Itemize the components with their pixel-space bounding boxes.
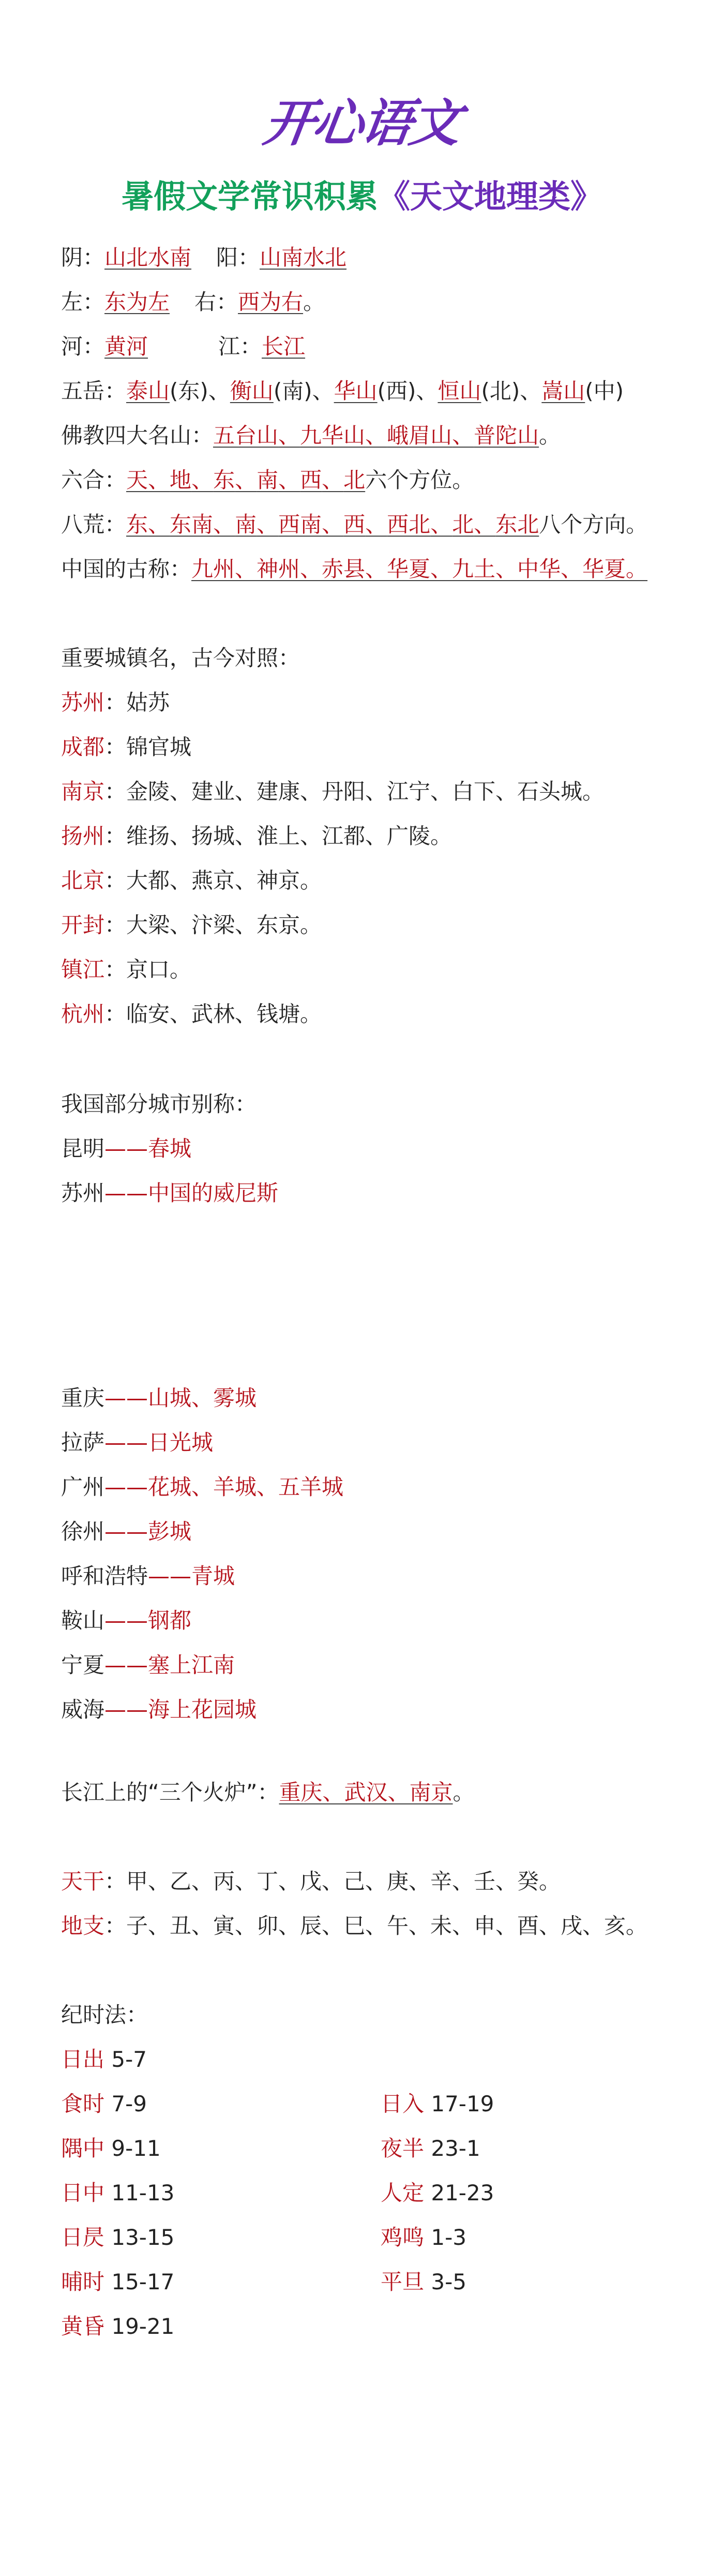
city-name: 广州 (61, 1474, 105, 1500)
jiang-value: 长江 (262, 334, 306, 359)
wuyue-line (61, 377, 624, 406)
city-name: 开封 (61, 912, 105, 938)
time-period-name: 食时 (61, 2091, 105, 2116)
dash: —— (104, 1180, 148, 1206)
title-main: 暑假文学常识积累 (121, 177, 378, 215)
nickname-row (61, 1562, 235, 1591)
furnaces-line (61, 1778, 475, 1807)
you-end: 。 (303, 289, 325, 315)
bahuang-label: 八荒： (61, 512, 127, 537)
city-alias: 中国的威尼斯 (148, 1180, 279, 1206)
direction-item: 西 (300, 467, 322, 493)
zuo-label: 左： (61, 289, 105, 315)
time-period-name: 人定 (381, 2180, 425, 2205)
time-period-row (381, 2223, 466, 2252)
fojiao-line (61, 421, 561, 450)
city-name: 重庆 (61, 1385, 105, 1411)
city-row (61, 733, 191, 762)
china-names-label: 中国的古称： (61, 556, 192, 582)
dash: —— (104, 1474, 148, 1500)
mountain-direction: (中) (585, 378, 624, 404)
city-alias: 日光城 (148, 1430, 214, 1455)
fojiao-label: 佛教四大名山： (61, 423, 214, 448)
mountain-name: 恒山 (438, 378, 481, 404)
zuo-value: 东为左 (104, 289, 170, 315)
dash: —— (104, 1385, 148, 1411)
separator: 、 (474, 512, 496, 537)
time-period-name: 黄昏 (61, 2314, 105, 2339)
time-period-name: 日中 (61, 2180, 105, 2205)
left-right-line (61, 288, 325, 317)
city-alias: 春城 (148, 1136, 192, 1161)
separator: 、 (365, 512, 387, 537)
direction-item: 北 (343, 467, 366, 493)
separator: 、 (257, 512, 279, 537)
time-period-row (381, 2179, 494, 2208)
dash: —— (104, 1697, 148, 1722)
dash: —— (104, 1652, 148, 1678)
time-period-name: 晡时 (61, 2269, 105, 2294)
direction-item: 天 (126, 467, 148, 493)
nickname-row (61, 1651, 235, 1680)
time-period-row (381, 2268, 466, 2297)
time-period-row (61, 2312, 174, 2341)
bahuang-items (126, 512, 539, 537)
you-value: 西为右 (238, 289, 304, 315)
city-name: 拉萨 (61, 1430, 105, 1455)
time-period-name: 日入 (381, 2091, 425, 2116)
dizhi-line (61, 1912, 647, 1941)
dash: —— (104, 1430, 148, 1455)
yin-label: 阴： (61, 245, 105, 270)
site-logo-banner: 开心语文 (260, 94, 463, 153)
dash: —— (148, 1563, 192, 1589)
dizhi-label: 地支 (61, 1913, 105, 1938)
timekeeping-heading: 纪时法： (61, 2002, 148, 2027)
nickname-row (61, 1517, 191, 1546)
direction-item: 北 (452, 512, 474, 537)
mountain-name: 普陀山 (474, 423, 539, 448)
bahuang-end: 八个方向。 (539, 512, 648, 537)
separator: 、 (416, 378, 438, 404)
direction-item: 东 (126, 512, 148, 537)
direction-item: 地 (170, 467, 192, 493)
separator: 、 (191, 467, 214, 493)
tiangan-label: 天干 (61, 1869, 105, 1894)
mountain-name: 九华山 (300, 423, 366, 448)
city-row (61, 822, 452, 851)
separator: 、 (235, 467, 257, 493)
nickname-row (61, 1179, 278, 1208)
yin-yang-line (61, 243, 346, 272)
fojiao-end: 。 (539, 423, 561, 448)
city-alias: 彭城 (148, 1519, 192, 1544)
city-alias: 青城 (191, 1563, 235, 1589)
time-range: 15-17 (104, 2269, 175, 2294)
separator: 、 (278, 467, 300, 493)
separator: 、 (452, 423, 474, 448)
nickname-row (61, 1384, 257, 1413)
time-period-row (381, 2134, 480, 2163)
mountain-name: 五台山 (213, 423, 279, 448)
city-row (61, 1000, 322, 1029)
mountain-direction: (东) (170, 378, 208, 404)
city-old-names: ：维扬、扬城、淮上、江都、广陵。 (104, 823, 452, 849)
city-row (61, 866, 322, 895)
city-name: 昆明 (61, 1136, 105, 1161)
separator: 、 (148, 512, 170, 537)
mountain-direction: (西) (377, 378, 416, 404)
time-period-name: 鸡鸣 (381, 2225, 425, 2250)
city-name: 北京 (61, 868, 105, 893)
cities-heading: 重要城镇名，古今对照： (61, 645, 300, 671)
mountain-name: 泰山 (126, 378, 170, 404)
dash: —— (104, 1519, 148, 1544)
city-old-names: ：金陵、建业、建康、丹阳、江宁、白下、石头城。 (104, 779, 605, 804)
wuyue-items (126, 378, 624, 404)
liuhe-line (61, 466, 474, 495)
direction-item: 南 (235, 512, 257, 537)
city-name: 鞍山 (61, 1608, 105, 1633)
yin-value: 山北水南 (104, 245, 192, 270)
tiangan-line (61, 1867, 561, 1896)
city-name: 杭州 (61, 1001, 105, 1027)
liuhe-end: 六个方位。 (365, 467, 474, 493)
he-value: 黄河 (104, 334, 148, 359)
time-period-row (61, 2090, 147, 2119)
city-old-names: ：临安、武林、钱塘。 (104, 1001, 322, 1027)
city-alias: 塞上江南 (148, 1652, 235, 1678)
city-alias: 钢都 (148, 1608, 192, 1633)
yang-label: 阳： (216, 245, 260, 270)
separator: 、 (322, 467, 344, 493)
jiang-label: 江： (218, 334, 262, 359)
mountain-name: 峨眉山 (387, 423, 452, 448)
time-period-row (61, 2268, 174, 2297)
separator: 、 (213, 512, 235, 537)
time-period-row (381, 2090, 494, 2119)
dizhi-value: ：子、丑、寅、卯、辰、巳、午、未、申、酉、戌、亥。 (104, 1913, 648, 1938)
separator: 、 (208, 378, 230, 404)
time-range: 3-5 (424, 2269, 466, 2294)
time-range: 7-9 (104, 2091, 147, 2116)
direction-item: 南 (257, 467, 279, 493)
city-name: 成都 (61, 734, 105, 760)
city-name: 苏州 (61, 690, 105, 715)
mountain-name: 衡山 (230, 378, 274, 404)
furnaces-label: 长江上的“三个火炉”： (61, 1780, 279, 1805)
city-old-names: ：大都、燕京、神京。 (104, 868, 322, 893)
separator: 、 (365, 423, 387, 448)
separator: 、 (312, 378, 334, 404)
time-period-row (61, 2045, 147, 2074)
city-row (61, 688, 170, 717)
nickname-row (61, 1134, 191, 1163)
time-range: 5-7 (104, 2047, 147, 2072)
time-range: 11-13 (104, 2180, 175, 2205)
time-range: 9-11 (104, 2136, 161, 2161)
time-period-name: 平旦 (381, 2269, 425, 2294)
separator: 、 (278, 423, 300, 448)
liuhe-label: 六合： (61, 467, 127, 493)
mountain-name: 华山 (334, 378, 378, 404)
city-row (61, 911, 322, 940)
nickname-row (61, 1606, 191, 1635)
page-title (0, 171, 724, 217)
city-alias: 花城、羊城、五羊城 (148, 1474, 344, 1500)
mountain-direction: (北) (481, 378, 520, 404)
city-name: 镇江 (61, 957, 105, 982)
time-range: 13-15 (104, 2225, 175, 2250)
wuyue-label: 五岳： (61, 378, 127, 404)
city-old-names: ：姑苏 (104, 690, 170, 715)
city-name: 徐州 (61, 1519, 105, 1544)
time-period-name: 日出 (61, 2047, 105, 2072)
city-alias: 山城、雾城 (148, 1385, 257, 1411)
direction-item: 东 (213, 467, 235, 493)
time-range: 17-19 (424, 2091, 494, 2116)
dash: —— (104, 1608, 148, 1633)
time-period-row (61, 2134, 161, 2163)
separator: 、 (148, 467, 170, 493)
mountain-direction: (南) (273, 378, 312, 404)
city-name: 宁夏 (61, 1652, 105, 1678)
nicknames-heading: 我国部分城市别称： (61, 1091, 257, 1117)
time-period-name: 隅中 (61, 2136, 105, 2161)
time-range: 19-21 (104, 2314, 175, 2339)
separator: 、 (430, 512, 452, 537)
city-row (61, 777, 604, 806)
direction-item: 西 (343, 512, 366, 537)
time-range: 21-23 (424, 2180, 494, 2205)
time-range: 1-3 (424, 2225, 466, 2250)
he-label: 河： (61, 334, 105, 359)
city-name: 苏州 (61, 1180, 105, 1206)
city-name: 威海 (61, 1697, 105, 1722)
mountain-name: 嵩山 (541, 378, 585, 404)
direction-item: 西南 (278, 512, 322, 537)
nickname-row (61, 1695, 257, 1724)
dash: —— (104, 1136, 148, 1161)
china-names-line (61, 555, 647, 584)
city-row (61, 955, 191, 984)
furnaces-end: 。 (452, 1780, 475, 1805)
direction-item: 西北 (387, 512, 431, 537)
china-names-value: 九州、神州、赤县、华夏、九土、中华、华夏。 (191, 556, 648, 582)
direction-item: 东南 (170, 512, 214, 537)
nickname-row (61, 1428, 213, 1457)
nickname-row (61, 1473, 343, 1502)
liuhe-items (126, 467, 365, 493)
tiangan-value: ：甲、乙、丙、丁、戊、己、庚、辛、壬、癸。 (104, 1869, 561, 1894)
bahuang-line (61, 510, 647, 539)
city-name: 呼和浩特 (61, 1563, 148, 1589)
you-label: 右： (194, 289, 238, 315)
city-name: 扬州 (61, 823, 105, 849)
time-period-row (61, 2223, 174, 2252)
title-book: 《天文地理类》 (378, 177, 603, 215)
time-period-name: 夜半 (381, 2136, 425, 2161)
city-old-names: ：大梁、汴梁、东京。 (104, 912, 322, 938)
time-period-name: 日昃 (61, 2225, 105, 2250)
city-alias: 海上花园城 (148, 1697, 257, 1722)
yang-value: 山南水北 (260, 245, 347, 270)
separator: 、 (520, 378, 542, 404)
city-old-names: ：京口。 (104, 957, 192, 982)
furnaces-value: 重庆、武汉、南京 (279, 1780, 453, 1805)
city-old-names: ：锦官城 (104, 734, 192, 760)
river-line (61, 332, 305, 361)
time-range: 23-1 (424, 2136, 480, 2161)
separator: 、 (322, 512, 344, 537)
fojiao-items (213, 423, 539, 448)
direction-item: 东北 (495, 512, 539, 537)
city-name: 南京 (61, 779, 105, 804)
time-period-row (61, 2179, 174, 2208)
